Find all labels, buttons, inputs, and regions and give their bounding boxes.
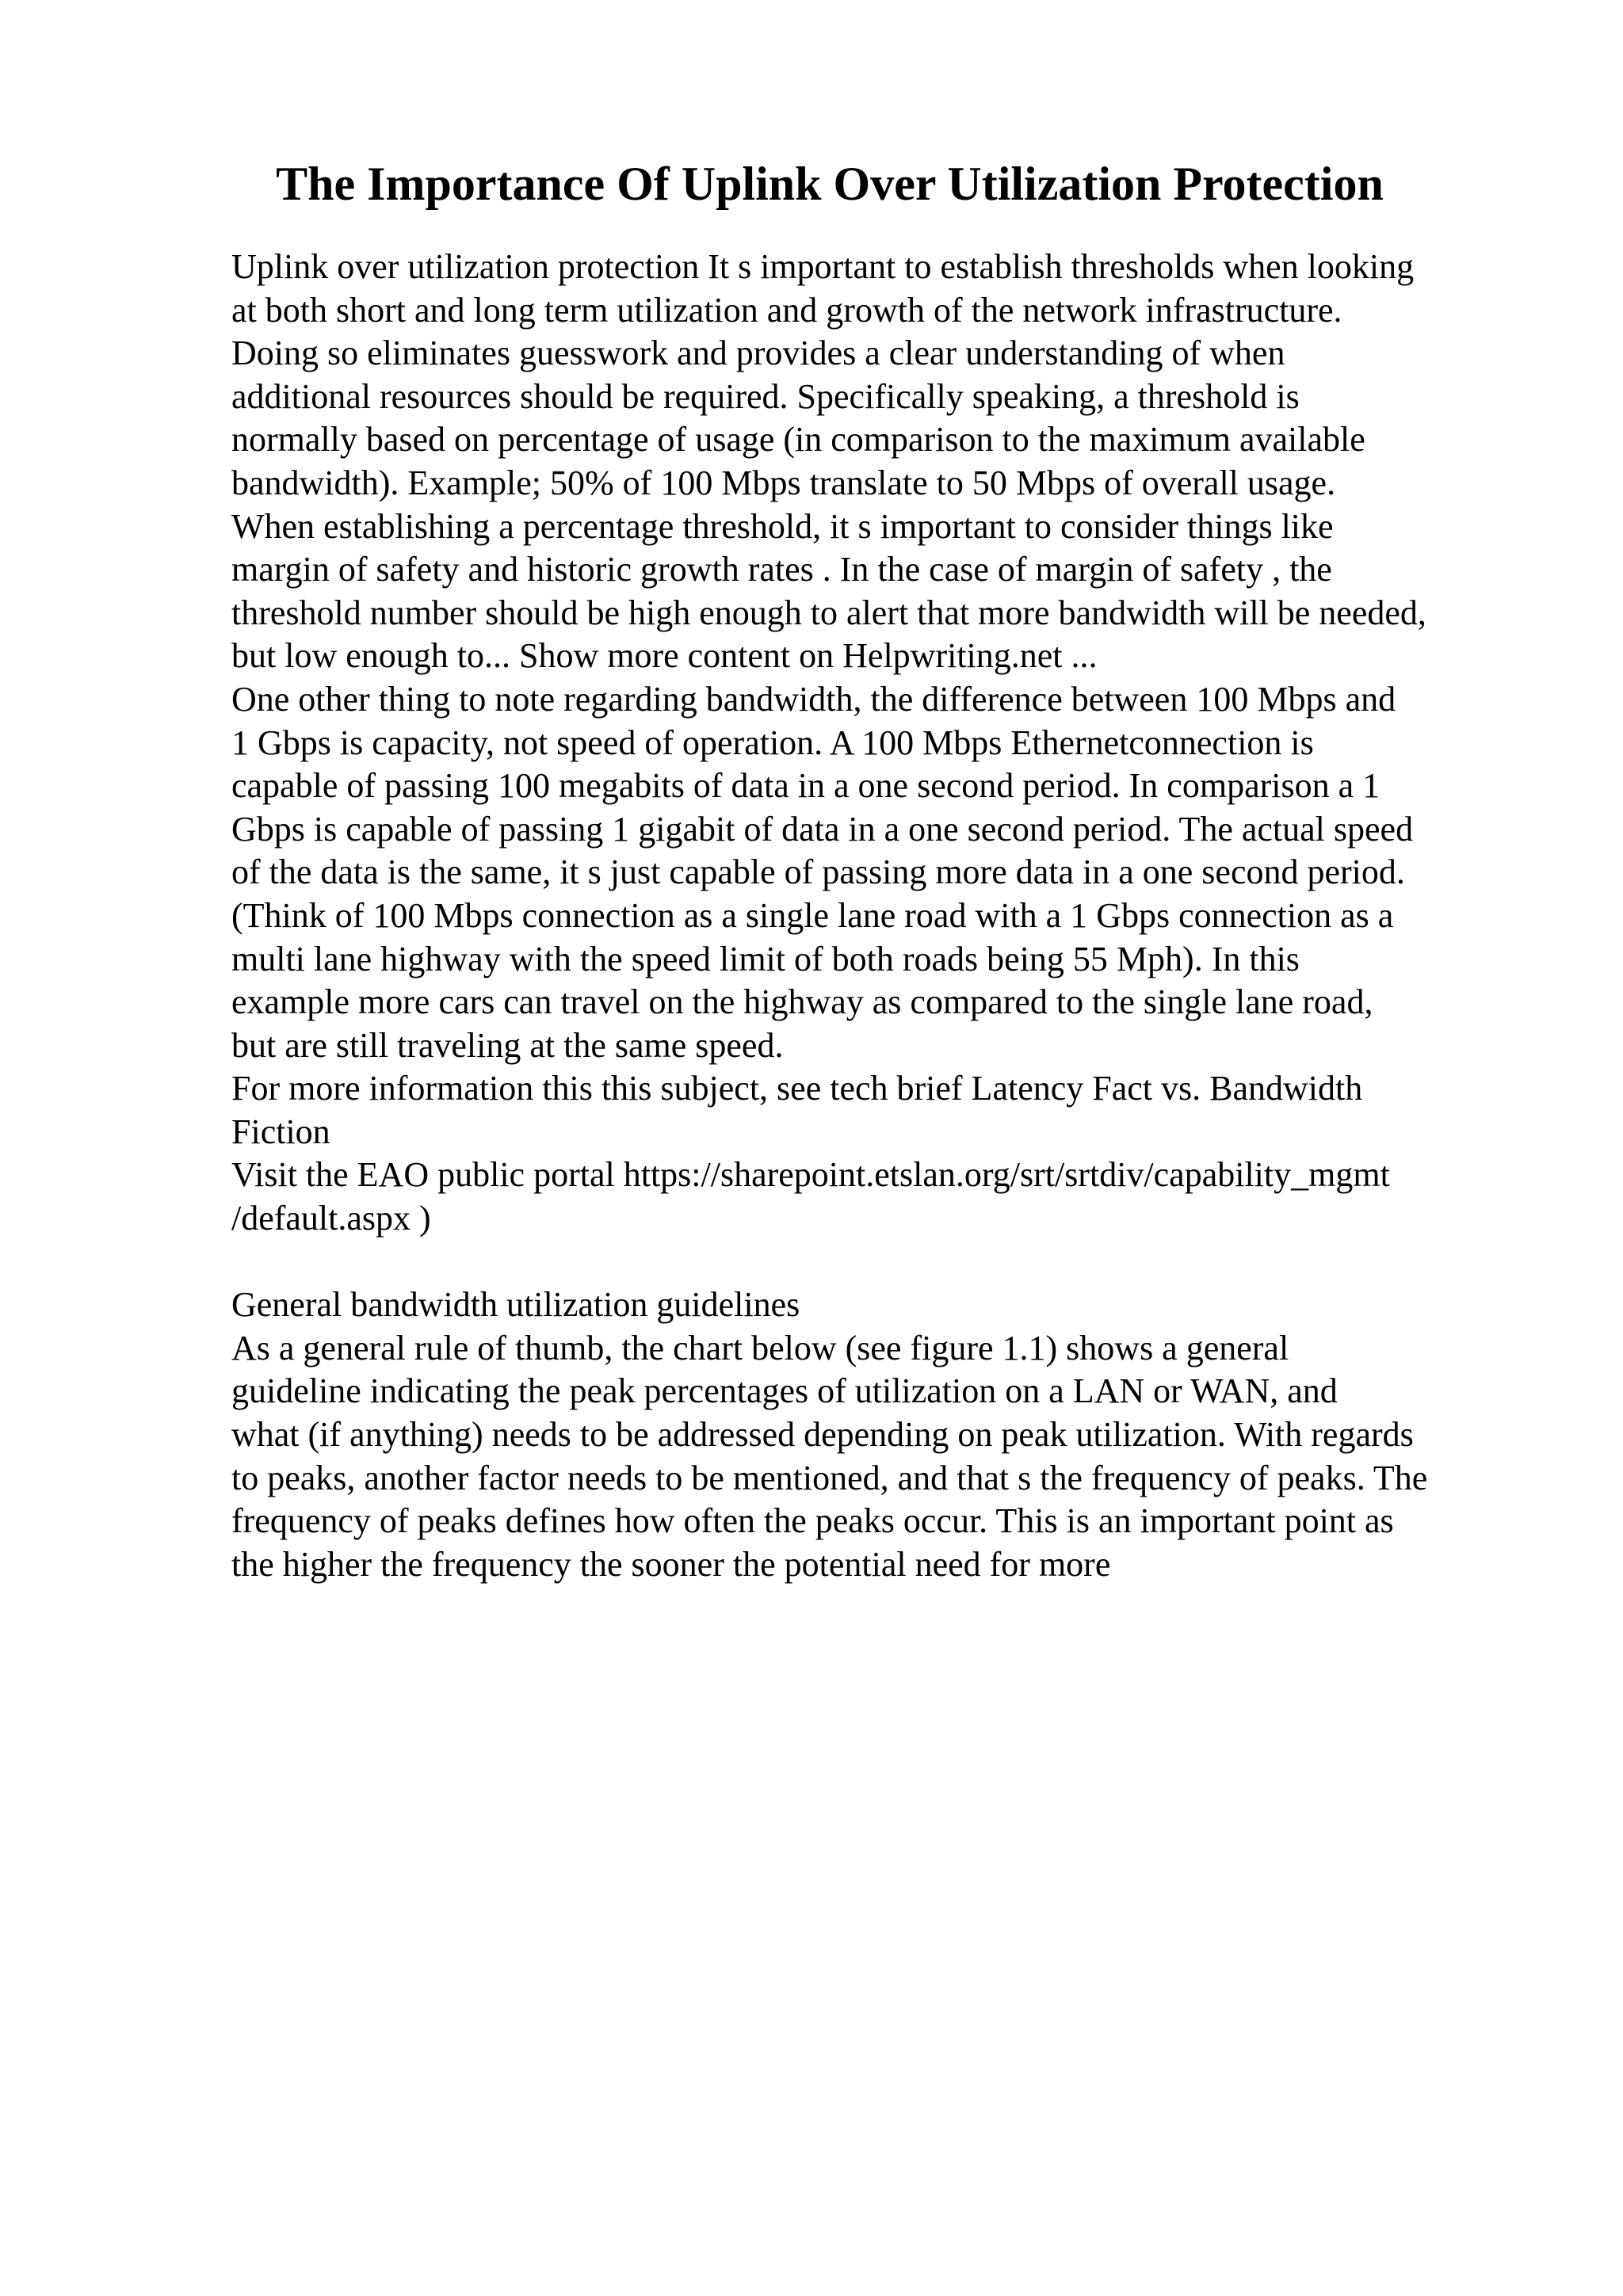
body-line: threshold number should be high enough to alert that more bandwidth will be needed,	[231, 593, 1426, 632]
body-line: When establishing a percentage threshold, it s important to consider things like	[231, 506, 1334, 546]
document-title: The Importance Of Uplink Over Utilization Protection	[276, 158, 1384, 210]
body-line: but low enough to... Show more content on Helpwriting.net ...	[231, 636, 1098, 676]
body-line: frequency of peaks defines how often the peaks occur. This is an important point as	[231, 1501, 1394, 1541]
body-line: Gbps is capable of passing 1 gigabit of data in a one second period. The actual speed	[231, 809, 1414, 849]
document-body	[231, 246, 1594, 1586]
body-line: capable of passing 100 megabits of data in a one second period. In comparison a 1	[231, 766, 1381, 806]
body-line: normally based on percentage of usage (in comparison to the maximum available	[231, 420, 1365, 460]
body-line: For more information this this subject, see tech brief Latency Fact vs. Bandwidth	[231, 1069, 1363, 1108]
body-line: One other thing to note regarding bandwidth, the difference between 100 Mbps and	[231, 679, 1396, 719]
body-line: As a general rule of thumb, the chart below (see figure 1.1) shows a general	[231, 1328, 1289, 1367]
body-line: Fiction	[231, 1112, 330, 1151]
body-line: but are still traveling at the same speed.	[231, 1025, 784, 1065]
body-line: multi lane highway with the speed limit of both roads being 55 Mph). In this	[231, 939, 1300, 978]
body-line: Uplink over utilization protection It s important to establish thresholds when looking	[231, 247, 1415, 286]
body-line: of the data is the same, it s just capable of passing more data in a one second period.	[231, 852, 1405, 892]
body-line: margin of safety and historic growth rates . In the case of margin of safety , the	[231, 550, 1332, 589]
body-line: guideline indicating the peak percentages of utilization on a LAN or WAN, and	[231, 1371, 1338, 1411]
body-line: the higher the frequency the sooner the potential need for more	[231, 1544, 1111, 1584]
paragraph-gap	[231, 1241, 1594, 1284]
body-line: at both short and long term utilization and growth of the network infrastructure.	[231, 290, 1342, 330]
body-line: bandwidth). Example; 50% of 100 Mbps translate to 50 Mbps of overall usage.	[231, 463, 1336, 502]
body-line: additional resources should be required. Specifically speaking, a threshold is	[231, 376, 1300, 416]
body-line: what (if anything) needs to be addressed depending on peak utilization. With regards	[231, 1415, 1414, 1455]
body-line: 1 Gbps is capacity, not speed of operation. A 100 Mbps Ethernetconnection is	[231, 723, 1314, 762]
body-line: to peaks, another factor needs to be mentioned, and that s the frequency of peaks. The	[231, 1458, 1428, 1497]
section-heading: General bandwidth utilization guidelines	[231, 1285, 800, 1325]
body-line: example more cars can travel on the highway as compared to the single lane road,	[231, 982, 1373, 1022]
body-line: Doing so eliminates guesswork and provides a clear understanding of when	[231, 334, 1285, 373]
body-line-link: Visit the EAO public portal https://sharepoint.etslan.org/srt/srtdiv/capability_mgmt	[231, 1155, 1390, 1195]
body-line: (Think of 100 Mbps connection as a single lane road with a 1 Gbps connection as a	[231, 895, 1394, 935]
body-line-link: /default.aspx )	[231, 1199, 431, 1238]
